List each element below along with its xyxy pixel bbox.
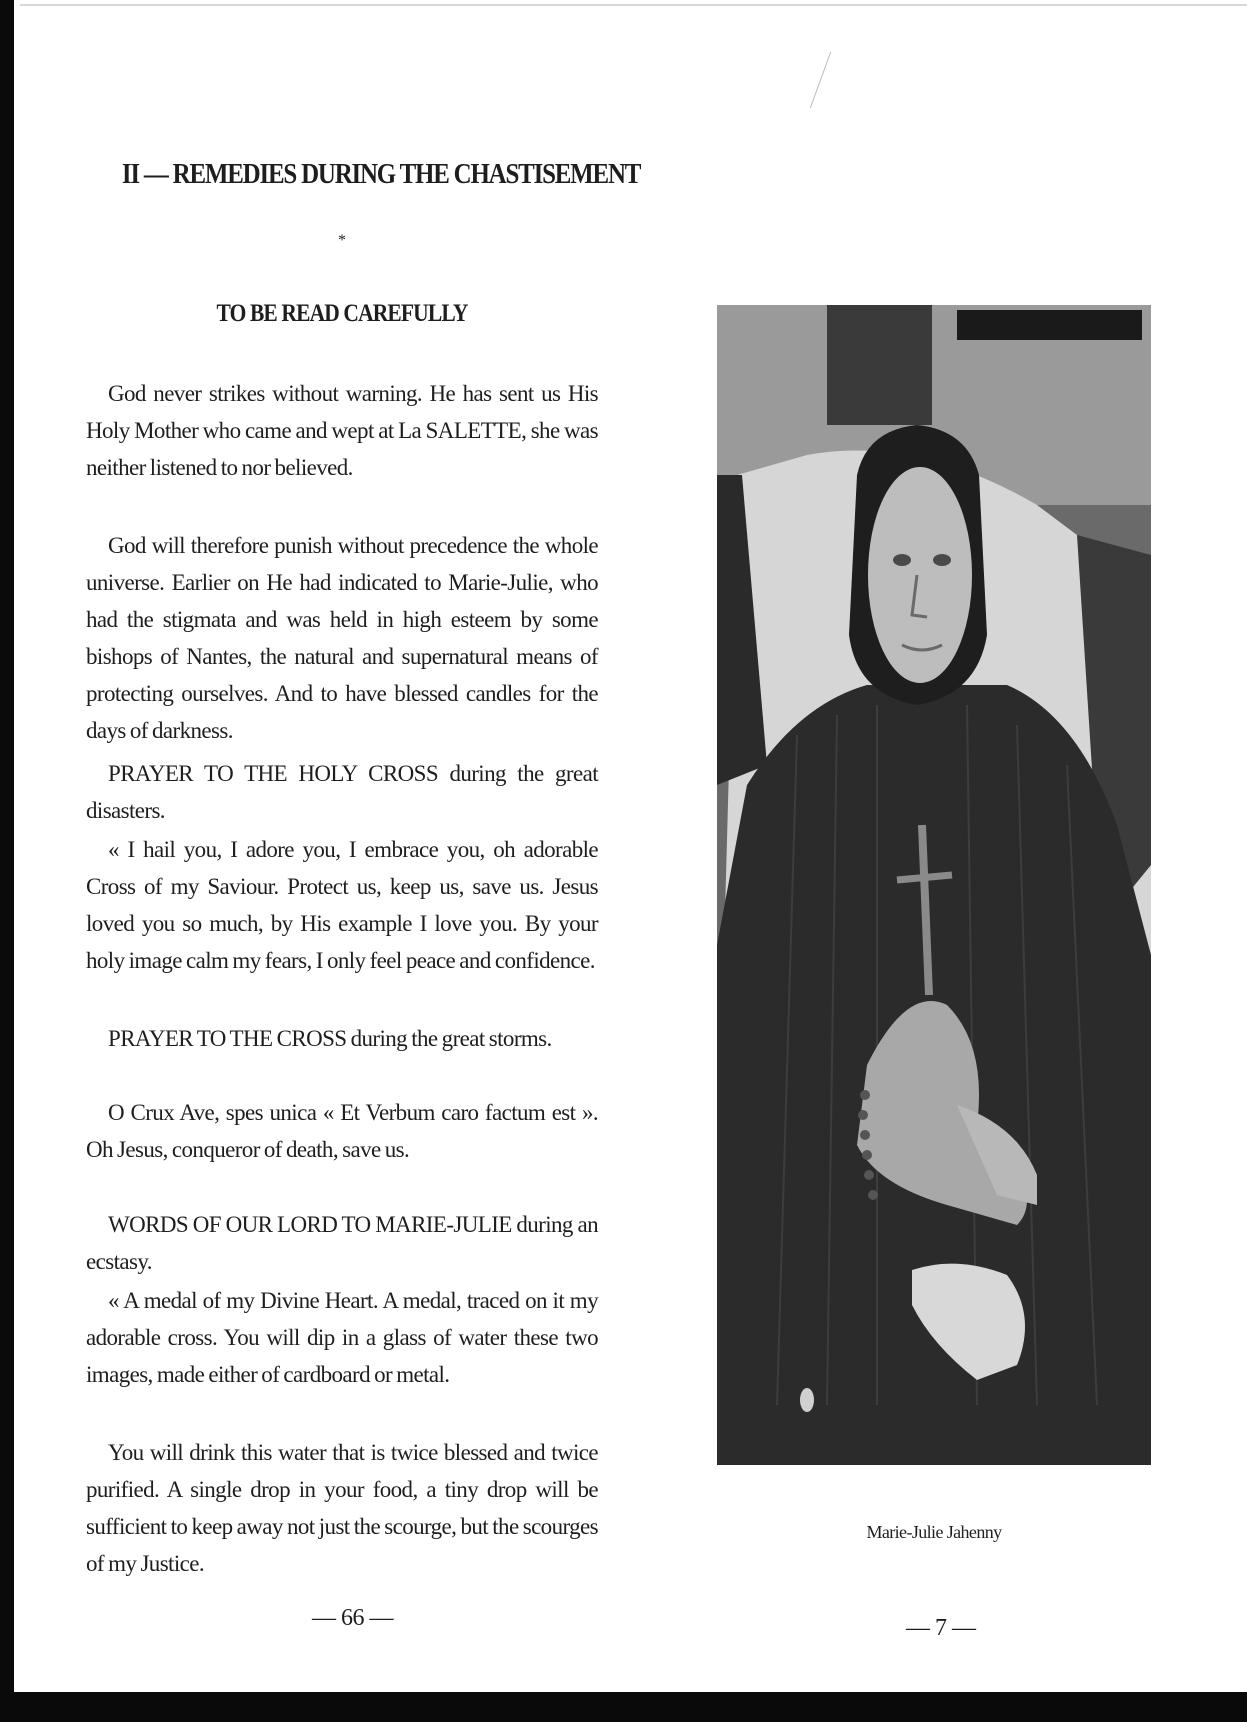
left-page-number: — 66 — [312,1605,393,1631]
separator-star: * [338,232,346,249]
paragraph-heading: PRAYER TO THE HOLY CROSS during the great disasters. [86,761,598,823]
paragraph: God will therefore punish without precedence the whole universe. Earlier on He had indicated to Marie-Julie, who had the stigmata and was held in high esteem by some bishops of Nantes, the natural and supernatural means of protecting ourselves. And to have blessed candles for the days of darkness. [86,533,598,743]
paragraph: « A medal of my Divine Heart. A medal, traced on it my adorable cross. You will dip in a glass of water these two images, made either of cardboard or metal. [86,1288,598,1387]
paragraph: O Crux Ave, spes unica « Et Verbum caro factum est ». Oh Jesus, conqueror of death, save us. [86,1100,598,1162]
paragraph: « I hail you, I adore you, I embrace you, oh adorable Cross of my Saviour. Protect us, keep us, save us. Jesus loved you so much, by His example I love you. By your holy image calm my fears, I only feel peace and confidence. [86,837,598,973]
portrait-illustration [717,305,1151,1465]
scan-left-edge [0,0,14,1722]
scan-mark [810,52,831,109]
paragraph: You will drink this water that is twice blessed and twice purified. A single drop in your food, a tiny drop will be sufficient to keep away not just the scourge, but the scourges of my Justice. [86,1440,598,1576]
right-page-number: — 7 — [906,1615,976,1641]
photo-caption: Marie-Julie Jahenny [866,1522,1002,1542]
scan-bottom-edge [0,1692,1247,1722]
chapter-title: II — REMEDIES DURING THE CHASTISEMENT [121,158,641,190]
section-subtitle: TO BE READ CAREFULLY [216,300,468,327]
paragraph-heading: WORDS OF OUR LORD TO MARIE-JULIE during an ecstasy. [86,1212,598,1274]
portrait-photo [717,305,1151,1465]
paragraph: God never strikes without warning. He has sent us His Holy Mother who came and wept at La SALETTE, she was neither listened to nor believed. [86,381,598,480]
paragraph-heading: PRAYER TO THE CROSS during the great storms. [108,1026,552,1051]
left-page [86,0,641,1692]
